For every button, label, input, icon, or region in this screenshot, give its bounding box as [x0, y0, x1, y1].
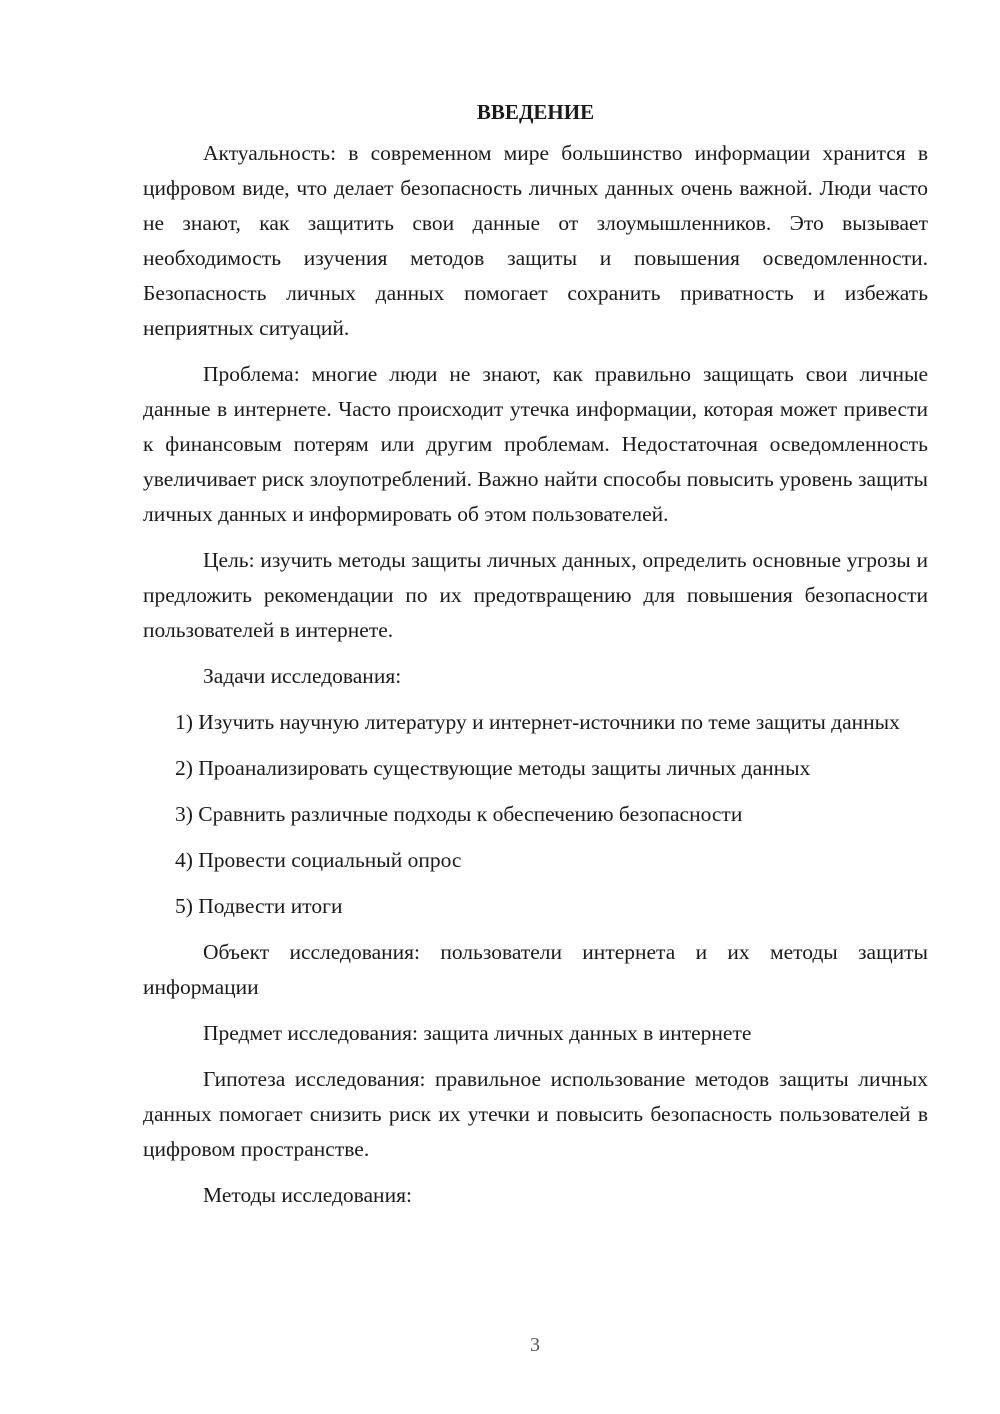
task-item: 5) Подвести итоги — [175, 894, 343, 918]
task-item: 2) Проанализировать существующие методы защиты личных данных — [175, 756, 811, 780]
task-item: 4) Провести социальный опрос — [175, 848, 462, 872]
page-content — [143, 98, 928, 1224]
object-paragraph: Объект исследования: пользователи интернета и их методы защиты информации — [143, 940, 928, 999]
page-number: 3 — [530, 1334, 540, 1356]
methods-heading: Методы исследования: — [203, 1183, 412, 1207]
task-item: 3) Сравнить различные подходы к обеспечению безопасности — [175, 802, 743, 826]
task-item: 1) Изучить научную литературу и интернет-источники по теме защиты данных — [175, 710, 900, 734]
goal-paragraph: Цель: изучить методы защиты личных данных, определить основные угрозы и предложить рекомендации по их предотвращению для повышения безопасности пользователей в интернете. — [143, 548, 928, 642]
relevance-paragraph: Актуальность: в современном мире большинство информации хранится в цифровом виде, что делает безопасность личных данных очень важной. Люди часто не знают, как защитить свои данные от злоумышленников. Это вызывает необходимость изучения методов защиты и повышения осведомленности. Безопасность личных данных помогает сохранить приватность и избежать неприятных ситуаций. — [143, 141, 928, 340]
tasks-heading: Задачи исследования: — [203, 664, 402, 688]
hypothesis-paragraph: Гипотеза исследования: правильное использование методов защиты личных данных помогает снизить риск их утечки и повысить безопасность пользователей в цифровом пространстве. — [143, 1067, 928, 1161]
page-title: ВВЕДЕНИЕ — [476, 100, 595, 124]
problem-paragraph: Проблема: многие люди не знают, как правильно защищать свои личные данные в интернете. Часто происходит утечка информации, которая может привести к финансовым потерям или другим проблемам. Недостаточная осведомленность увеличивает риск злоупотреблений. Важно найти способы повысить уровень защиты личных данных и информировать об этом пользователей. — [143, 362, 928, 526]
subject-paragraph: Предмет исследования: защита личных данных в интернете — [203, 1021, 752, 1045]
